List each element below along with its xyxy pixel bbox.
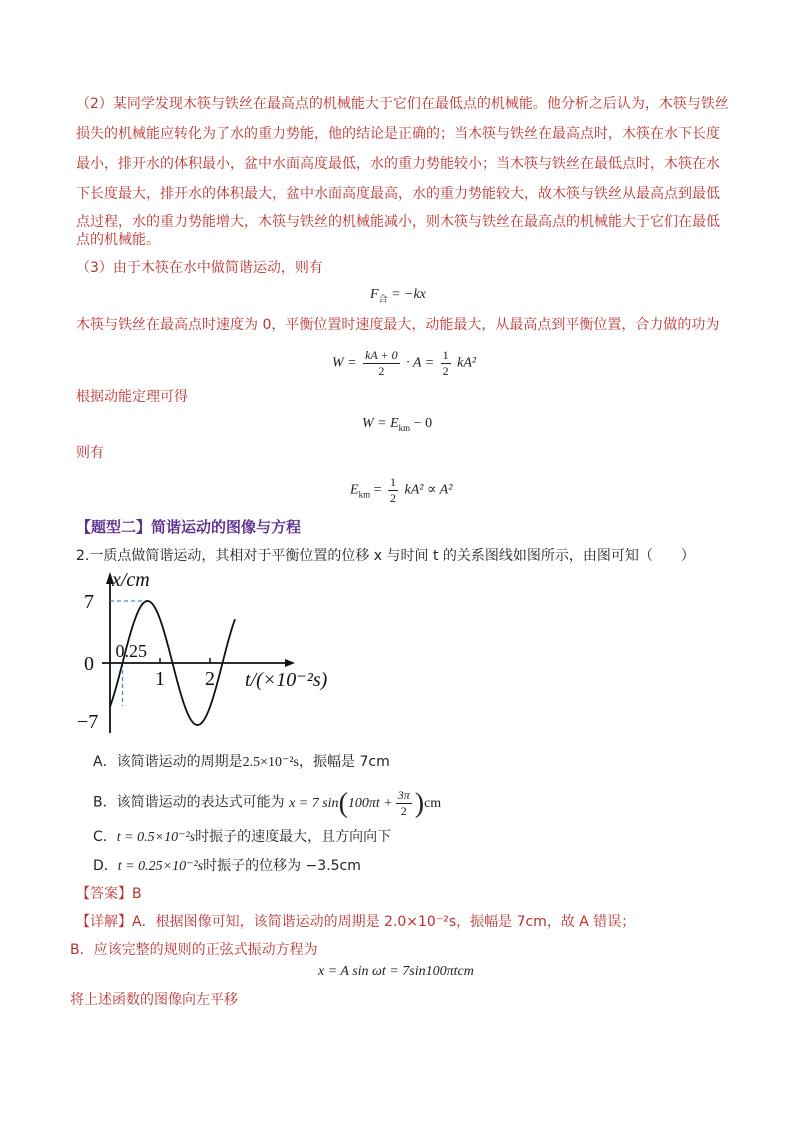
part2-line-1: （2）某同学发现木筷与铁丝在最高点的机械能大于它们在最低点的机械能。他分析之后认为，木筷与铁丝 <box>76 96 729 112</box>
option-d-rest: 时振子的位移为 −3.5cm <box>203 858 361 874</box>
option-a-label: A．该简谐运动的周期是 <box>93 754 243 770</box>
part3-text-then: 则有 <box>76 445 104 461</box>
option-c-rest: 时振子的速度最大，且方向向下 <box>195 829 392 845</box>
detail-b: B．应该完整的规则的正弦式振动方程为 <box>70 942 318 958</box>
option-a-rest: ，振幅是 7cm <box>299 754 390 770</box>
x-axis-arrow <box>285 659 295 667</box>
formula-restoring-force: $F_合 = -kx$ <box>370 287 426 304</box>
answer-label: 【答案】 <box>76 886 132 902</box>
option-d[interactable] <box>93 856 361 877</box>
part2-line-3: 最小，排开水的体积最小，盆中水面高度最低，水的重力势能较小；当木筷与铁丝在最低点时，木筷在水 <box>76 156 720 172</box>
tick-label-0-25: 0.25 <box>115 641 147 661</box>
tick-label-2: 2 <box>205 668 215 690</box>
displacement-time-graph <box>75 568 345 738</box>
tick-label-1: 1 <box>155 668 165 690</box>
option-c-label: C． <box>93 829 117 845</box>
question-text: 2.一质点做简谐运动，其相对于平衡位置的位移 x 与时间 t 的关系图线如图所示，由图可知（ ） <box>76 548 695 564</box>
answer <box>76 884 142 904</box>
formula-work: W = $\frac{kA + 0}{2}$ · A = $\frac{1}{2}$ kA² <box>332 348 477 378</box>
x-axis-label: t/(×10⁻²s) <box>245 669 328 691</box>
part3-intro: （3）由于木筷在水中做简谐运动，则有 <box>76 260 323 276</box>
tick-label-0: 0 <box>84 653 94 675</box>
part3-text-theorem: 根据动能定理可得 <box>76 389 188 405</box>
option-a[interactable] <box>93 752 390 773</box>
formula-kinetic-energy: $W = E_{km} - 0$ <box>362 416 433 433</box>
tick-label-neg7: −7 <box>77 711 99 733</box>
option-b-expression: x = 7 sin(100πt + $\frac{3\pi}{2}$ )cm <box>289 787 442 819</box>
option-d-expression: t = 0.25×10⁻²s <box>117 859 204 874</box>
formula-max-energy: $E_{km}$ = $\frac{1}{2}$ kA² ∝ A² <box>350 475 453 505</box>
detail-b-formula: x = A sin ωt = 7sin100πtcm <box>318 964 474 979</box>
y-axis-label: x/cm <box>112 569 150 591</box>
detail-a <box>76 912 635 932</box>
part2-line-5: 点过程，水的重力势能增大，木筷与铁丝的机械能减小，则木筷与铁丝在最高点的机械能大于它们在最低 <box>76 214 720 230</box>
part2-line-2: 损失的机械能应转化为了水的重力势能，他的结论是正确的；当木筷与铁丝在最高点时，木筷在水下长度 <box>76 126 720 142</box>
detail-label: 【详解】 <box>76 914 132 930</box>
option-c-expression: t = 0.5×10⁻²s <box>116 830 196 845</box>
tick-label-7: 7 <box>84 591 94 613</box>
section-title: 【题型二】简谐运动的图像与方程 <box>76 518 302 536</box>
detail-last: 将上述函数的图像向左平移 <box>70 992 238 1008</box>
option-d-label: D． <box>93 858 118 874</box>
part2-line-4: 下长度最大，排开水的体积最大，盆中水面高度最高，水的重力势能较大，故木筷与铁丝从最高点到最低 <box>76 186 720 202</box>
part3-text-work: 木筷与铁丝在最高点时速度为 0，平衡位置时速度最大，动能最大，从最高点到平衡位置，合力做的功为 <box>76 317 720 333</box>
detail-a-text: A．根据图像可知，该简谐运动的周期是 2.0×10⁻²s，振幅是 7cm，故 A 错误； <box>132 914 636 930</box>
answer-value: B <box>132 886 142 902</box>
option-c[interactable] <box>93 827 391 848</box>
option-b[interactable] <box>93 788 441 819</box>
option-a-period: 2.5×10⁻²s <box>242 755 300 770</box>
part2-line-6: 点的机械能。 <box>76 232 160 248</box>
option-b-label: B．该简谐运动的表达式可能为 <box>93 794 285 811</box>
